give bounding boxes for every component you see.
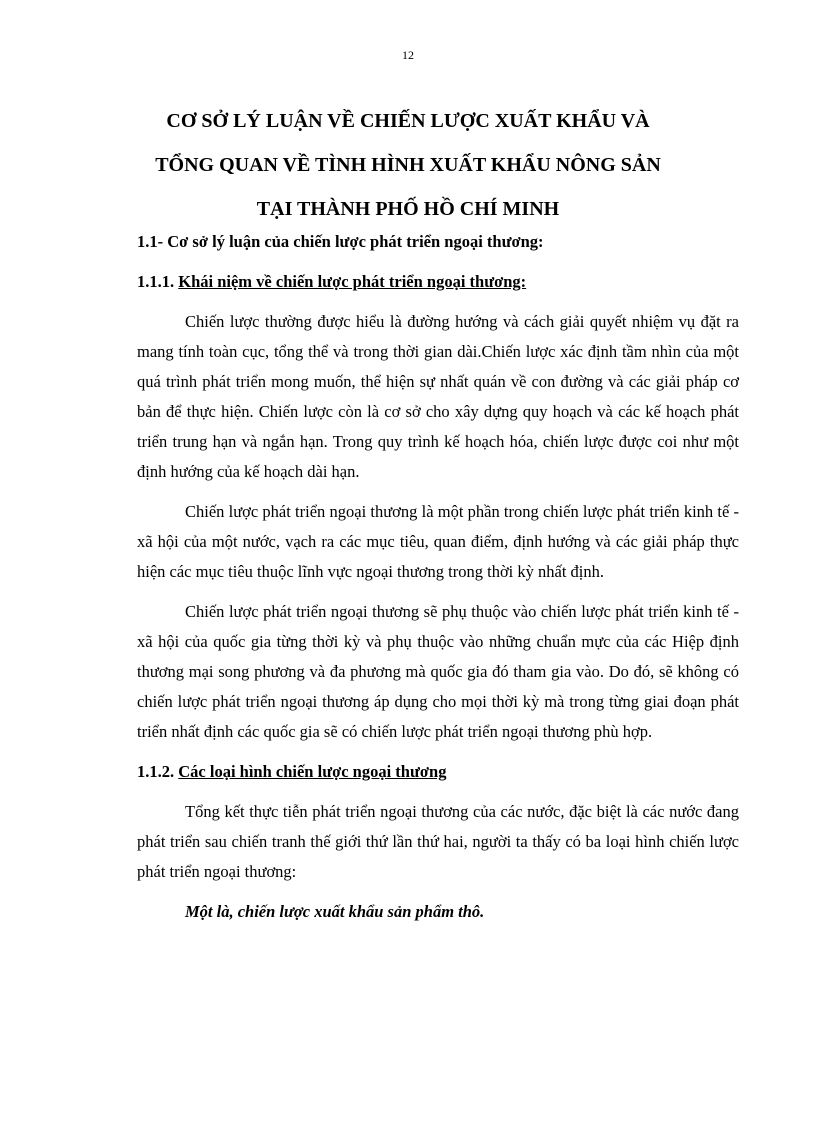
chapter-title-line-1: CƠ SỞ LÝ LUẬN VỀ CHIẾN LƯỢC XUẤT KHẨU VÀ: [166, 110, 650, 132]
chapter-title: [120, 99, 696, 231]
paragraph: Chiến lược thường được hiểu là đường hướng và cách giải quyết nhiệm vụ đặt ra mang tính toàn cục, tổng thể và trong thời gian dài.Chiến lược xác định tầm nhìn của một quá trình phát triển mong muốn, thể hiện sự nhất quán về con đường và các giải pháp cơ bản để thực hiện. Chiến lược còn là cơ sở cho xây dựng quy hoạch và các kế hoạch phát triển trung hạn và ngắn hạn. Trong quy trình kế hoạch hóa, chiến lược được coi như một định hướng của kế hoạch dài hạn.: [137, 312, 739, 481]
section-heading-1-1-1: [137, 267, 739, 297]
strategy-type-one: Một là, chiến lược xuất khẩu sản phẩm thô.: [185, 902, 485, 921]
document-body: [137, 227, 739, 927]
section-number-1-1-2: 1.1.2.: [137, 762, 179, 781]
paragraph: Chiến lược phát triển ngoại thương là một phần trong chiến lược phát triển kinh tế -xã hội của một nước, vạch ra các mục tiêu, quan điểm, định hướng và các giải pháp thực hiện các mục tiêu thuộc lĩnh vực ngoại thương trong thời kỳ nhất định.: [137, 502, 739, 581]
section-title-1-1-2: Các loại hình chiến lược ngoại thương: [178, 762, 447, 781]
section-heading-1-1: 1.1- Cơ sở lý luận của chiến lược phát triển ngoại thương:: [137, 232, 544, 251]
section-title-1-1-1: Khái niệm về chiến lược phát triển ngoại thương:: [178, 272, 527, 291]
chapter-title-line-3: TẠI THÀNH PHỐ HỒ CHÍ MINH: [256, 198, 560, 220]
paragraph: Chiến lược phát triển ngoại thương sẽ phụ thuộc vào chiến lược phát triển kinh tế - xã hội của quốc gia từng thời kỳ và phụ thuộc vào những chuẩn mực của các Hiệp định thương mại song phương và đa phương mà quốc gia đó tham gia vào. Do đó, sẽ không có chiến lược phát triển ngoại thương áp dụng cho mọi thời kỳ mà trong từng giai đoạn phát triển nhất định các quốc gia sẽ có chiến lược phát triển ngoại thương phù hợp.: [137, 602, 739, 741]
section-number-1-1-1: 1.1.1.: [137, 272, 179, 291]
paragraph: Tổng kết thực tiễn phát triển ngoại thương của các nước, đặc biệt là các nước đang phát triển sau chiến tranh thế giới thứ lần thứ hai, người ta thấy có ba loại hình chiến lược phát triển ngoại thương:: [137, 802, 739, 881]
section-heading-1-1-2: [137, 757, 739, 787]
chapter-title-line-2: TỔNG QUAN VỀ TÌNH HÌNH XUẤT KHẨU NÔNG SẢN: [155, 154, 661, 176]
page-number: 12: [402, 48, 414, 62]
